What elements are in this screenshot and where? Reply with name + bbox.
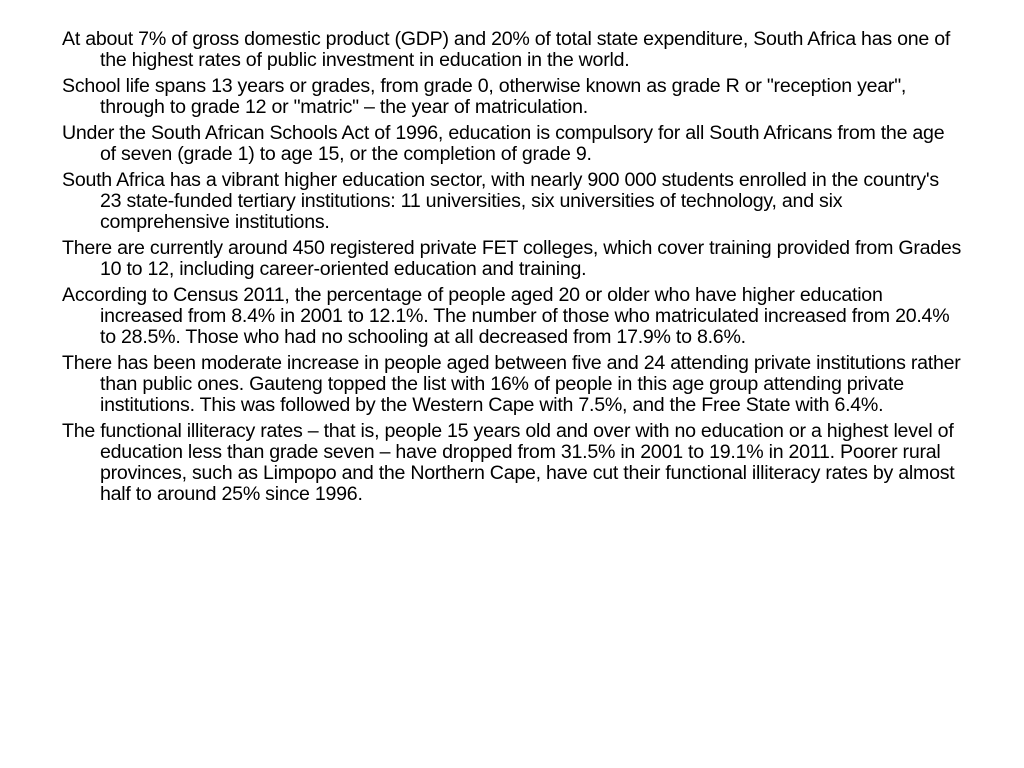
paragraph-functional-illiteracy: The functional illiteracy rates – that is, people 15 years old and over with no education or a highest level of education less than grade seven – have dropped from 31.5% in 2001 to 19.1% in 2011. Poorer rural provinces, such as Limpopo and the Northern Cape, have cut their functional illiteracy rates by almost half to around 25% since 1996. <box>62 420 955 505</box>
paragraph-private-institutions: There has been moderate increase in people aged between five and 24 attending private institutions rather than public ones. Gauteng topped the list with 16% of people in this age group attending private institutions. This was followed by the Western Cape with 7.5%, and the Free State with 6.4%. <box>62 352 961 416</box>
paragraph-education-investment: At about 7% of gross domestic product (GDP) and 20% of total state expenditure, South Africa has one of the highest rates of public investment in education in the world. <box>62 28 951 71</box>
paragraph-school-life: School life spans 13 years or grades, from grade 0, otherwise known as grade R or "reception year", through to grade 12 or "matric" – the year of matriculation. <box>62 75 907 118</box>
paragraph-census-2011: According to Census 2011, the percentage of people aged 20 or older who have higher education increased from 8.4% in 2001 to 12.1%. The number of those who matriculated increased from 20.4% to 28.5%. Those who had no schooling at all decreased from 17.9% to 8.6%. <box>62 284 950 348</box>
paragraph-fet-colleges: There are currently around 450 registered private FET colleges, which cover training provided from Grades 10 to 12, including career-oriented education and training. <box>62 237 962 280</box>
paragraph-higher-education: South Africa has a vibrant higher education sector, with nearly 900 000 students enrolled in the country's 23 state-funded tertiary institutions: 11 universities, six universities of technology, and six comprehensive institutions. <box>62 169 939 233</box>
paragraph-compulsory-education: Under the South African Schools Act of 1996, education is compulsory for all South Africans from the age of seven (grade 1) to age 15, or the completion of grade 9. <box>62 122 945 165</box>
